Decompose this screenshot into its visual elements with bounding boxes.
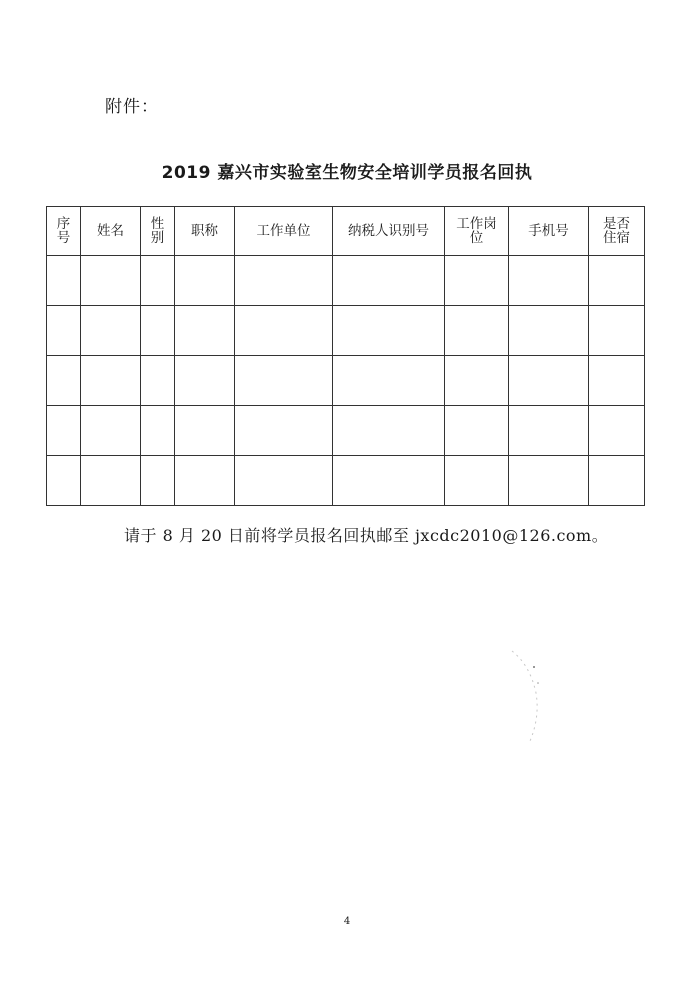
header-tax-id: 纳税人识别号 xyxy=(333,207,445,256)
header-employer: 工作单位 xyxy=(235,207,333,256)
header-gender: 性 别 xyxy=(141,207,175,256)
table-cell xyxy=(141,456,175,506)
table-cell xyxy=(175,256,235,306)
table-cell xyxy=(333,456,445,506)
table-cell xyxy=(47,306,81,356)
attachment-label: 附件： xyxy=(105,97,159,117)
table-cell xyxy=(175,406,235,456)
table-row xyxy=(47,306,645,356)
table-row xyxy=(47,256,645,306)
table-cell xyxy=(445,456,509,506)
page-number: 4 xyxy=(343,916,351,927)
table-cell xyxy=(235,456,333,506)
table-cell xyxy=(509,256,589,306)
table-cell xyxy=(175,306,235,356)
table-cell xyxy=(235,356,333,406)
table-cell xyxy=(445,306,509,356)
table-cell xyxy=(81,306,141,356)
header-phone: 手机号 xyxy=(509,207,589,256)
table-cell xyxy=(175,356,235,406)
table-cell xyxy=(589,256,645,306)
table-cell xyxy=(141,306,175,356)
table-cell xyxy=(509,406,589,456)
table-cell xyxy=(47,356,81,406)
table-cell xyxy=(333,256,445,306)
table-cell xyxy=(589,456,645,506)
header-position: 工作岗 位 xyxy=(445,207,509,256)
table-cell xyxy=(141,356,175,406)
table-cell xyxy=(47,406,81,456)
table-cell xyxy=(509,456,589,506)
table-cell xyxy=(235,256,333,306)
table-cell xyxy=(445,356,509,406)
header-accommodation: 是否 住宿 xyxy=(589,207,645,256)
table-cell xyxy=(333,406,445,456)
table-cell xyxy=(47,456,81,506)
table-cell xyxy=(509,306,589,356)
table-cell xyxy=(333,356,445,406)
registration-table xyxy=(46,206,645,506)
table-cell xyxy=(175,456,235,506)
table-cell xyxy=(141,256,175,306)
table-cell xyxy=(235,406,333,456)
table-header-row xyxy=(47,207,645,256)
table-row xyxy=(47,356,645,406)
table-cell xyxy=(81,456,141,506)
table-cell xyxy=(589,406,645,456)
table-cell xyxy=(333,306,445,356)
table-cell xyxy=(445,256,509,306)
table-cell xyxy=(81,406,141,456)
header-title: 职称 xyxy=(175,207,235,256)
table-cell xyxy=(509,356,589,406)
table-cell xyxy=(81,356,141,406)
table-row xyxy=(47,456,645,506)
faint-stamp-trace xyxy=(508,645,548,745)
table-cell xyxy=(589,306,645,356)
table-cell xyxy=(47,256,81,306)
table-cell xyxy=(445,406,509,456)
document-title: 2019 嘉兴市实验室生物安全培训学员报名回执 xyxy=(161,163,533,183)
table-row xyxy=(47,406,645,456)
table-cell xyxy=(235,306,333,356)
submission-note: 请于 8 月 20 日前将学员报名回执邮至 jxcdc2010@126.com。 xyxy=(124,526,609,545)
table-cell xyxy=(589,356,645,406)
header-serial: 序 号 xyxy=(47,207,81,256)
table-cell xyxy=(141,406,175,456)
header-name: 姓名 xyxy=(81,207,141,256)
table-cell xyxy=(81,256,141,306)
